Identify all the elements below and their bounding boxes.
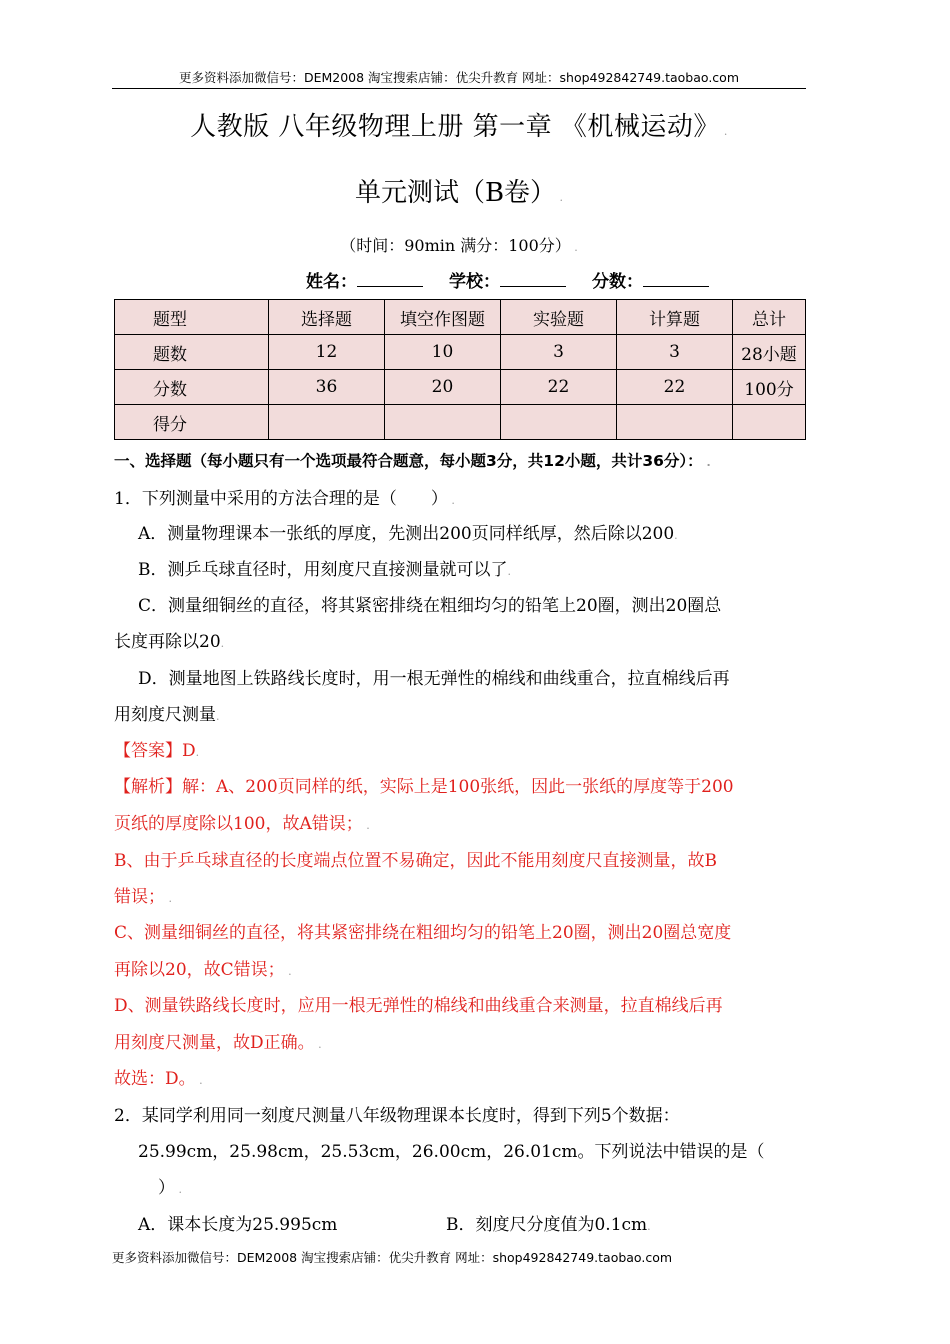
score-label: 分数：: [592, 272, 643, 292]
question-1-option-d-cont: 用刻度尺测量.: [114, 705, 220, 725]
table-cell: 3: [501, 335, 617, 370]
table-row: [115, 370, 806, 405]
page-header: 更多资料添加微信号：DEM2008 淘宝搜索店铺：优尖升教育 网址：shop492842749.taobao.com: [178, 70, 740, 85]
analysis-line: C、测量细铜丝的直径，将其紧密排绕在粗细均匀的铅笔上20圈，测出20圈总宽度: [114, 923, 732, 943]
table-row: [115, 335, 806, 370]
name-blank[interactable]: [357, 270, 423, 287]
table-cell: 20: [385, 370, 501, 405]
table-cell-empty[interactable]: [733, 405, 806, 440]
table-cell: 12: [269, 335, 385, 370]
question-1-option-c: C．测量细铜丝的直径，将其紧密排绕在粗细均匀的铅笔上20圈，测出20圈总: [138, 596, 722, 616]
analysis-line: 错误； .: [114, 887, 172, 907]
table-cell: 实验题: [501, 300, 617, 335]
table-row: [115, 405, 806, 440]
name-label: 姓名：: [306, 272, 357, 292]
school-label: 学校：: [449, 272, 500, 292]
question-2-stem-end: ） .: [158, 1178, 182, 1198]
table-cell: 36: [269, 370, 385, 405]
table-cell-empty[interactable]: [501, 405, 617, 440]
question-2-option-b: B．刻度尺分度值为0.1cm.: [446, 1215, 651, 1235]
question-1-option-b: B．测乒乓球直径时，用刻度尺直接测量就可以了.: [138, 560, 511, 580]
analysis-line: 再除以20，故C错误； .: [114, 960, 292, 980]
student-info-line: [306, 267, 709, 292]
score-blank[interactable]: [643, 270, 709, 287]
answer-line: 【答案】D.: [114, 741, 200, 761]
table-cell: 题数: [115, 335, 269, 370]
question-2-data: 25.99cm，25.98cm，25.53cm，26.00cm，26.01cm。下列说法中错误的是（: [138, 1142, 765, 1162]
table-cell: 选择题: [269, 300, 385, 335]
table-cell: 3: [617, 335, 733, 370]
question-1-stem: 1．下列测量中采用的方法合理的是（ ） .: [114, 489, 455, 509]
section-heading: 一、选择题（每小题只有一个选项最符合题意，每小题3分，共12小题，共计36分）： .: [114, 452, 711, 470]
score-table: [114, 299, 806, 440]
analysis-line: 页纸的厚度除以100，故A错误； .: [114, 814, 370, 834]
table-cell: 100分: [733, 370, 806, 405]
table-cell: 22: [501, 370, 617, 405]
table-cell: 总计: [733, 300, 806, 335]
exam-subtitle: （时间：90min 满分：100分） .: [340, 236, 578, 255]
table-cell-empty[interactable]: [617, 405, 733, 440]
table-cell: 计算题: [617, 300, 733, 335]
table-cell: 题型: [115, 300, 269, 335]
analysis-line: B、由于乒乓球直径的长度端点位置不易确定，因此不能用刻度尺直接测量，故B: [114, 851, 717, 871]
table-cell: 28小题: [733, 335, 806, 370]
table-cell: 分数: [115, 370, 269, 405]
table-cell: 填空作图题: [385, 300, 501, 335]
table-cell-empty[interactable]: [269, 405, 385, 440]
question-1-option-c-cont: 长度再除以20.: [114, 632, 225, 652]
question-2-option-a: A．课本长度为25.995cm: [138, 1215, 338, 1235]
table-row: [115, 300, 806, 335]
analysis-line: D、测量铁路线长度时，应用一根无弹性的棉线和曲线重合来测量，拉直棉线后再: [114, 996, 723, 1016]
table-cell: 10: [385, 335, 501, 370]
school-blank[interactable]: [500, 270, 566, 287]
title-line-2: 单元测试（B卷） .: [354, 178, 564, 208]
table-cell: 22: [617, 370, 733, 405]
analysis-line: 【解析】解：A、200页同样的纸，实际上是100张纸，因此一张纸的厚度等于200: [114, 777, 734, 797]
question-1-option-d: D．测量地图上铁路线长度时，用一根无弹性的棉线和曲线重合，拉直棉线后再: [138, 669, 730, 689]
conclusion-line: 故选：D。 .: [114, 1069, 203, 1089]
question-1-option-a: A．测量物理课本一张纸的厚度，先测出200页同样纸厚，然后除以200.: [138, 524, 678, 544]
question-2-stem: 2．某同学利用同一刻度尺测量八年级物理课本长度时，得到下列5个数据：: [114, 1106, 680, 1126]
title-line-1: 人教版 八年级物理上册 第一章 《机械运动》 .: [190, 112, 728, 142]
table-cell-empty[interactable]: [385, 405, 501, 440]
table-cell: 得分: [115, 405, 269, 440]
page-footer: 更多资料添加微信号：DEM2008 淘宝搜索店铺：优尖升教育 网址：shop492842749.taobao.com: [112, 1250, 673, 1265]
analysis-line: 用刻度尺测量，故D正确。 .: [114, 1033, 322, 1053]
header-rule: [112, 88, 806, 89]
